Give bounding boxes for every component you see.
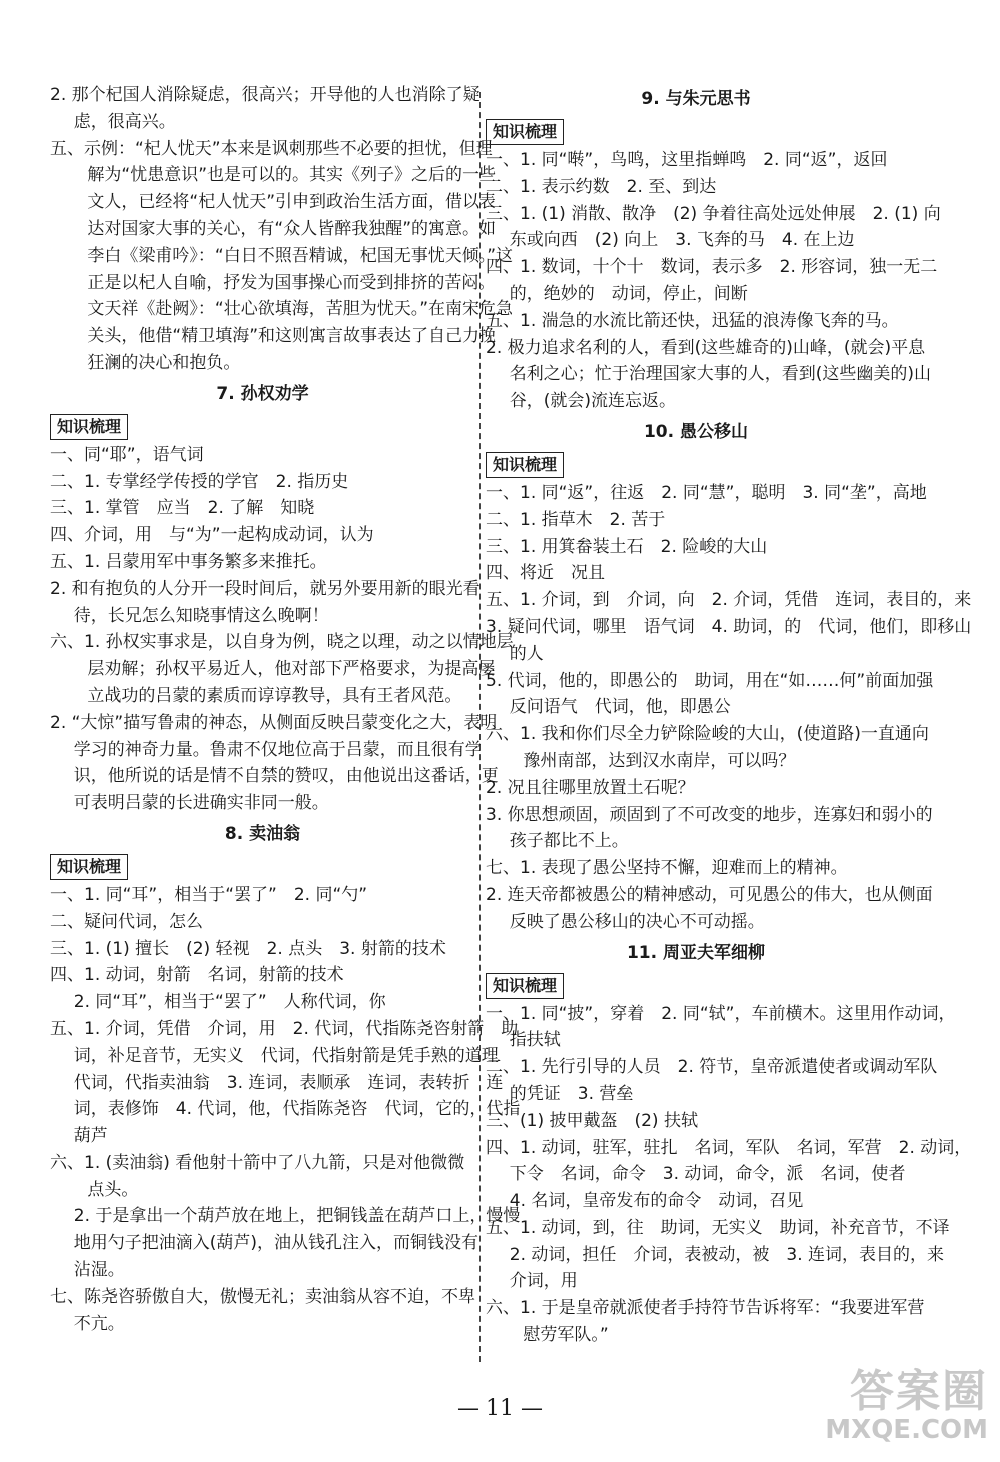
text-line: 二、1. 指草木 2. 苦于 [486,509,666,530]
knowledge-tag: 知识梳理 [486,119,564,145]
text-line: 四、将近 况且 [486,563,605,584]
text-line: 地用勺子把油滴入(葫芦)，油从钱孔注入，而铜钱没有 [73,1233,479,1254]
text-line: 2. 和有抱负的人分开一段时间后，就另外要用新的眼光看 [50,578,480,599]
text-line: 可表明吕蒙的长进确实非同一般。 [73,793,329,814]
text-line: 虑，很高兴。 [73,111,176,132]
section-11-body [486,1001,972,1349]
section-title: 8. 卖油翁 [224,823,301,844]
section-7-body [50,442,514,817]
text-line: 七、1. 表现了愚公坚持不懈，迎难而上的精神。 [486,858,848,879]
section-title: 9. 与朱元思书 [641,89,751,109]
text-line: 二、1. 先行引导的人员 2. 符节，皇帝派遣使者或调动军队 [486,1057,938,1078]
knowledge-tag: 知识梳理 [50,854,128,880]
knowledge-tag: 知识梳理 [486,973,564,999]
text-line: 一、1. 同“披”，穿着 2. 同“轼”，车前横木。这里用作动词， [486,1003,956,1024]
text-line: 谷，(就会)流连忘返。 [509,391,677,412]
text-line: 狂澜的决心和抱负。 [87,352,241,373]
text-line: 三、1. 掌管 应当 2. 了解 知晓 [50,498,315,519]
text-line: 词，补足音节，无实义 代词，代指射箭是凭手熟的道理 [73,1045,499,1066]
text-line: 六、1. (卖油翁) 看他射十箭中了八九箭，只是对他微微 [50,1152,465,1173]
knowledge-tag: 知识梳理 [486,452,564,478]
section-8-body [50,882,521,1338]
text-line: 慰劳军队。” [523,1325,609,1346]
text-line: 孩子都比不上。 [509,831,629,852]
text-line: 文人，已经将“杞人忧天”引申到政治生活方面，借以表 [87,192,497,213]
text-line: 4. 名词，皇帝发布的命令 动词，召见 [509,1191,804,1212]
text-line: 二、疑问代词，怎么 [50,911,203,932]
text-line: 葫芦 [73,1126,108,1147]
text-line: 三、1. 用箕畚装土石 2. 险峻的大山 [486,536,768,557]
section-10-body [486,480,972,936]
text-line: 下令 名词，命令 3. 动词，命令，派 名词，使者 [509,1164,906,1185]
text-line: 豫州南部，达到汉水南岸，可以吗？ [523,750,796,771]
text-line: 指扶轼 [509,1030,561,1051]
text-line: 四、介词，用 与“为”一起构成动词，认为 [50,525,374,546]
text-line: 达对国家大事的关心，有“众人皆醉我独醒”的寓意。如 [87,218,497,239]
text-line: 解为“忧患意识”也是可以的。其实《列子》之后的一些 [87,165,497,186]
text-line: 三、1. (1) 擅长 (2) 轻视 2. 点头 3. 射箭的技术 [50,938,446,959]
text-line: 七、陈尧咨骄傲自大，傲慢无礼；卖油翁从容不迫，不卑 [50,1286,475,1307]
text-line: 2. 极力追求名利的人，看到(这些雄奇的)山峰，(就会)平息 [486,337,926,358]
text-line: 五、1. 吕蒙用军中事务繁多来推托。 [50,551,327,572]
text-line: 六、1. 我和你们尽全力铲除险峻的大山，(使道路)一直通向 [486,724,929,745]
text-line: 沾湿。 [73,1260,125,1281]
text-line: 正是以杞人自喻，抒发为国事操心而受到排挤的苦闷。 [87,272,496,293]
text-line: 一、同“耶”，语气词 [50,444,204,465]
text-line: 一、1. 同“耳”，相当于“罢了” 2. 同“勺” [50,884,368,905]
text-line: 学习的神奇力量。鲁肃不仅地位高于吕蒙，而且很有学 [73,739,482,760]
text-line: 关头，他借“精卫填海”和这则寓言故事表达了自己力挽 [87,326,497,347]
text-line: 三、1. (1) 消散、散净 (2) 争着往高处远处伸展 2. (1) 向 [486,203,941,224]
text-line: 二、1. 专掌经学传授的学官 2. 指历史 [50,471,349,492]
text-line: 二、1. 表示约数 2. 至、到达 [486,176,717,197]
text-line: 层劝解；孙权平易近人，他对部下严格要求，为提高屡 [87,659,496,680]
text-line: 识，他所说的话是情不自禁的赞叹，由他说出这番话，更 [73,766,499,787]
text-line: 文天祥《赴阙》：“壮心欲填海，苦胆为忧天。”在南宋危急 [87,299,514,320]
text-line: 2. 动词，担任 介词，表被动，被 3. 连词，表目的，来 [509,1244,945,1265]
text-line: 2. 连天帝都被愚公的精神感动，可见愚公的伟大，也从侧面 [486,884,933,905]
text-line: 2. 于是拿出一个葫芦放在地上，把铜钱盖在葫芦口上，慢慢 [73,1206,521,1227]
text-line: 四、1. 数词，十个十 数词，表示多 2. 形容词，独一无二 [486,257,938,278]
text-line: 四、1. 动词，射箭 名词，射箭的技术 [50,965,344,986]
text-line: 点头。 [87,1179,139,1200]
text-line: 五、1. 介词，凭借 介词，用 2. 代词，代指陈尧咨射箭 助 [50,1018,519,1039]
watermark-logo [825,1368,988,1444]
text-line: 词，表修饰 4. 代词，他，代指陈尧咨 代词，它的，代指 [73,1099,521,1120]
page-number: — 11 — [457,1396,543,1421]
text-line: 李白《梁甫吟》：“白日不照吾精诚，杞国无事忧天倾。”这 [87,245,514,266]
text-line: 五、1. 湍急的水流比箭还快，迅猛的浪涛像飞奔的马。 [486,310,899,331]
text-line: 名利之心；忙于治理国家大事的人，看到(这些幽美的)山 [509,364,932,385]
text-line: 五、1. 介词，到 介词，向 2. 介词，凭借 连词，表目的，来 [486,590,972,611]
text-line: 的凭证 3. 营垒 [509,1083,634,1104]
text-line: 2. 同“耳”，相当于“罢了” 人称代词，你 [73,992,386,1013]
text-line: 不亢。 [73,1313,125,1334]
text-line: 反问语气 代词，他，即愚公 [509,697,731,718]
text-line: 的，绝妙的 动词，停止，间断 [509,283,748,304]
watermark-text-en: MXQE.COM [825,1415,988,1445]
section-title: 10. 愚公移山 [643,421,749,442]
section-title: 11. 周亚夫军细柳 [626,942,766,963]
left-column [50,82,521,1337]
text-line: 六、1. 孙权实事求是，以自身为例，晓之以理，动之以情地层 [50,632,514,653]
text-line: 东或向西 (2) 向上 3. 飞奔的马 4. 在上边 [509,230,855,251]
text-line: 2. “大惊”描写鲁肃的神态，从侧面反映吕蒙变化之大，表明 [50,712,498,733]
text-line: 一、1. 同“啭”，鸟鸣，这里指蝉鸣 2. 同“返”，返回 [486,150,888,170]
text-line: 2. 况且往哪里放置土石呢？ [486,777,695,798]
text-line: 待，长兄怎么知晓事情这么晚啊！ [73,605,329,626]
text-line: 的人 [509,643,544,664]
text-line: 五、示例：“杞人忧天”本来是讽刺那些不必要的担忧，但理 [50,138,493,159]
text-line: 3. 你思想顽固，顽固到了不可改变的地步，连寡妇和弱小的 [486,804,933,825]
text-line: 2. 那个杞国人消除疑虑，很高兴；开导他的人也消除了疑 [50,85,480,105]
watermark-text-cn: 答案圈 [850,1366,988,1417]
text-line: 三、(1) 披甲戴盔 (2) 扶轼 [486,1110,698,1131]
text-line: 3. 疑问代词，哪里 语气词 4. 助词，的 代词，他们，即移山 [486,616,972,637]
text-line: 代词，代指卖油翁 3. 连词，表顺承 连词，表转折 连 [73,1072,504,1093]
text-line: 六、1. 于是皇帝就派使者手持符节告诉将军：“我要进军营 [486,1298,925,1319]
text-line: 介词，用 [509,1271,578,1292]
text-line: 5. 代词，他的，即愚公的 助词，用在“如……何”前面加强 [486,670,934,691]
text-line: 反映了愚公移山的决心不可动摇。 [509,911,765,932]
text-line: 立战功的吕蒙的素质而谆谆教导，具有王者风范。 [87,685,462,706]
text-line: 五、1. 动词，到，往 助词，无实义 助词，补充音节，不译 [486,1217,950,1238]
section-9-body [486,147,941,415]
section-title: 7. 孙权劝学 [216,383,309,404]
knowledge-tag: 知识梳理 [50,414,128,440]
text-line: 四、1. 动词，驻军，驻扎 名词，军队 名词，军营 2. 动词， [486,1137,972,1158]
text-line: 一、1. 同“返”，往返 2. 同“慧”，聪明 3. 同“垄”，高地 [486,482,927,503]
intro-block [50,82,514,377]
right-column [486,82,972,1349]
